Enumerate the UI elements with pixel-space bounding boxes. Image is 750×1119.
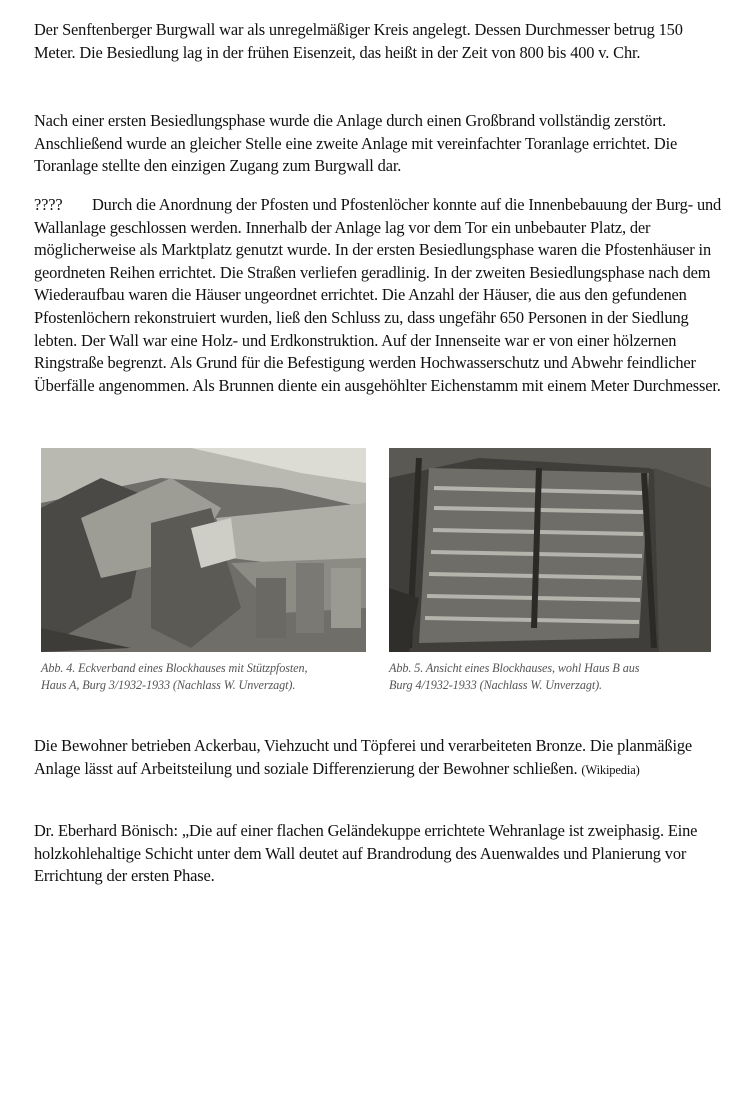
figure-4-caption-line-2: Haus A, Burg 3/1932-1933 (Nachlass W. Unverzagt).: [41, 678, 296, 692]
figure-4-caption-line-1: Abb. 4. Eckverband eines Blockhauses mit Stützpfosten,: [41, 661, 308, 675]
source-note: (Wikipedia): [581, 762, 640, 777]
figure-5: [389, 448, 711, 694]
paragraph-quote: Dr. Eberhard Bönisch: „Die auf einer flachen Geländekuppe errichtete Wehranlage ist zweiphasig. Eine holzkohlehaltige Schicht unter dem Wall deutet auf Brandrodung des Auenwaldes und Planierung vor Errichtung der ersten Phase.: [34, 821, 698, 886]
paragraph-destruction: Nach einer ersten Besiedlungsphase wurde die Anlage durch einen Großbrand vollständig zerstört. Anschließend wurde an gleicher Stelle eine zweite Anlage mit vereinfachter Toranlage errichtet. Die Toranlage stellte den einzigen Zugang zum Burgwall dar.: [34, 111, 678, 176]
paragraph-economy-text: Die Bewohner betrieben Ackerbau, Viehzucht und Töpferei und verarbeiteten Bronze. Die planmäßige Anlage lässt auf Arbeitsteilung und soziale Differenzierung der Bewohner schließen.: [34, 736, 693, 778]
figure-5-caption-line-1: Abb. 5. Ansicht eines Blockhauses, wohl Haus B aus: [389, 661, 640, 675]
figure-5-caption: [389, 660, 711, 694]
figure-5-caption-line-2: Burg 4/1932-1933 (Nachlass W. Unverzagt).: [389, 678, 603, 692]
paragraph-marker: ????: [34, 195, 63, 214]
paragraph-settlement-text: Durch die Anordnung der Pfosten und Pfostenlöcher konnte auf die Innenbebauung der Burg- und Wallanlage geschlossen werden. Innerhalb der Anlage lag vor dem Tor ein unbebauter Platz, der möglicherweise als Marktplatz genutzt wurde. In der ersten Besiedlungsphase waren die Pfostenhäuser in geordneten Reihen errichtet. Die Straßen verliefen geradlinig. In der zweiten Besiedlungsphase nach dem Wiederaufbau waren die Häuser ungeordnet errichtet. Die Anzahl der Häuser, die aus den gefundenen Pfostenlöchern rekonstruiert wurden, ließ den Schluss zu, dass ungefähr 650 Personen in der Siedlung lebten. Der Wall war eine Holz- und Erdkonstruktion. Auf der Innenseite war er von einer hölzernen Ringstraße begrenzt. Als Grund für die Befestigung werden Hochwasserschutz und Abwehr feindlicher Überfälle angenommen. Als Brunnen diente ein ausgehöhlter Eichenstamm mit einem Meter Durchmesser.: [34, 195, 722, 395]
blockhouse-corner-photo: [41, 448, 366, 652]
paragraph-intro: Der Senftenberger Burgwall war als unregelmäßiger Kreis angelegt. Dessen Durchmesser betrug 150 Meter. Die Besiedlung lag in der frühen Eisenzeit, das heißt in der Zeit von 800 bis 400 v. Chr.: [34, 20, 683, 62]
paragraph-settlement: [34, 194, 724, 397]
blockhouse-view-photo: [389, 448, 711, 652]
figure-4: [41, 448, 366, 694]
figure-4-caption: [41, 660, 366, 694]
paragraph-economy: [34, 735, 724, 781]
